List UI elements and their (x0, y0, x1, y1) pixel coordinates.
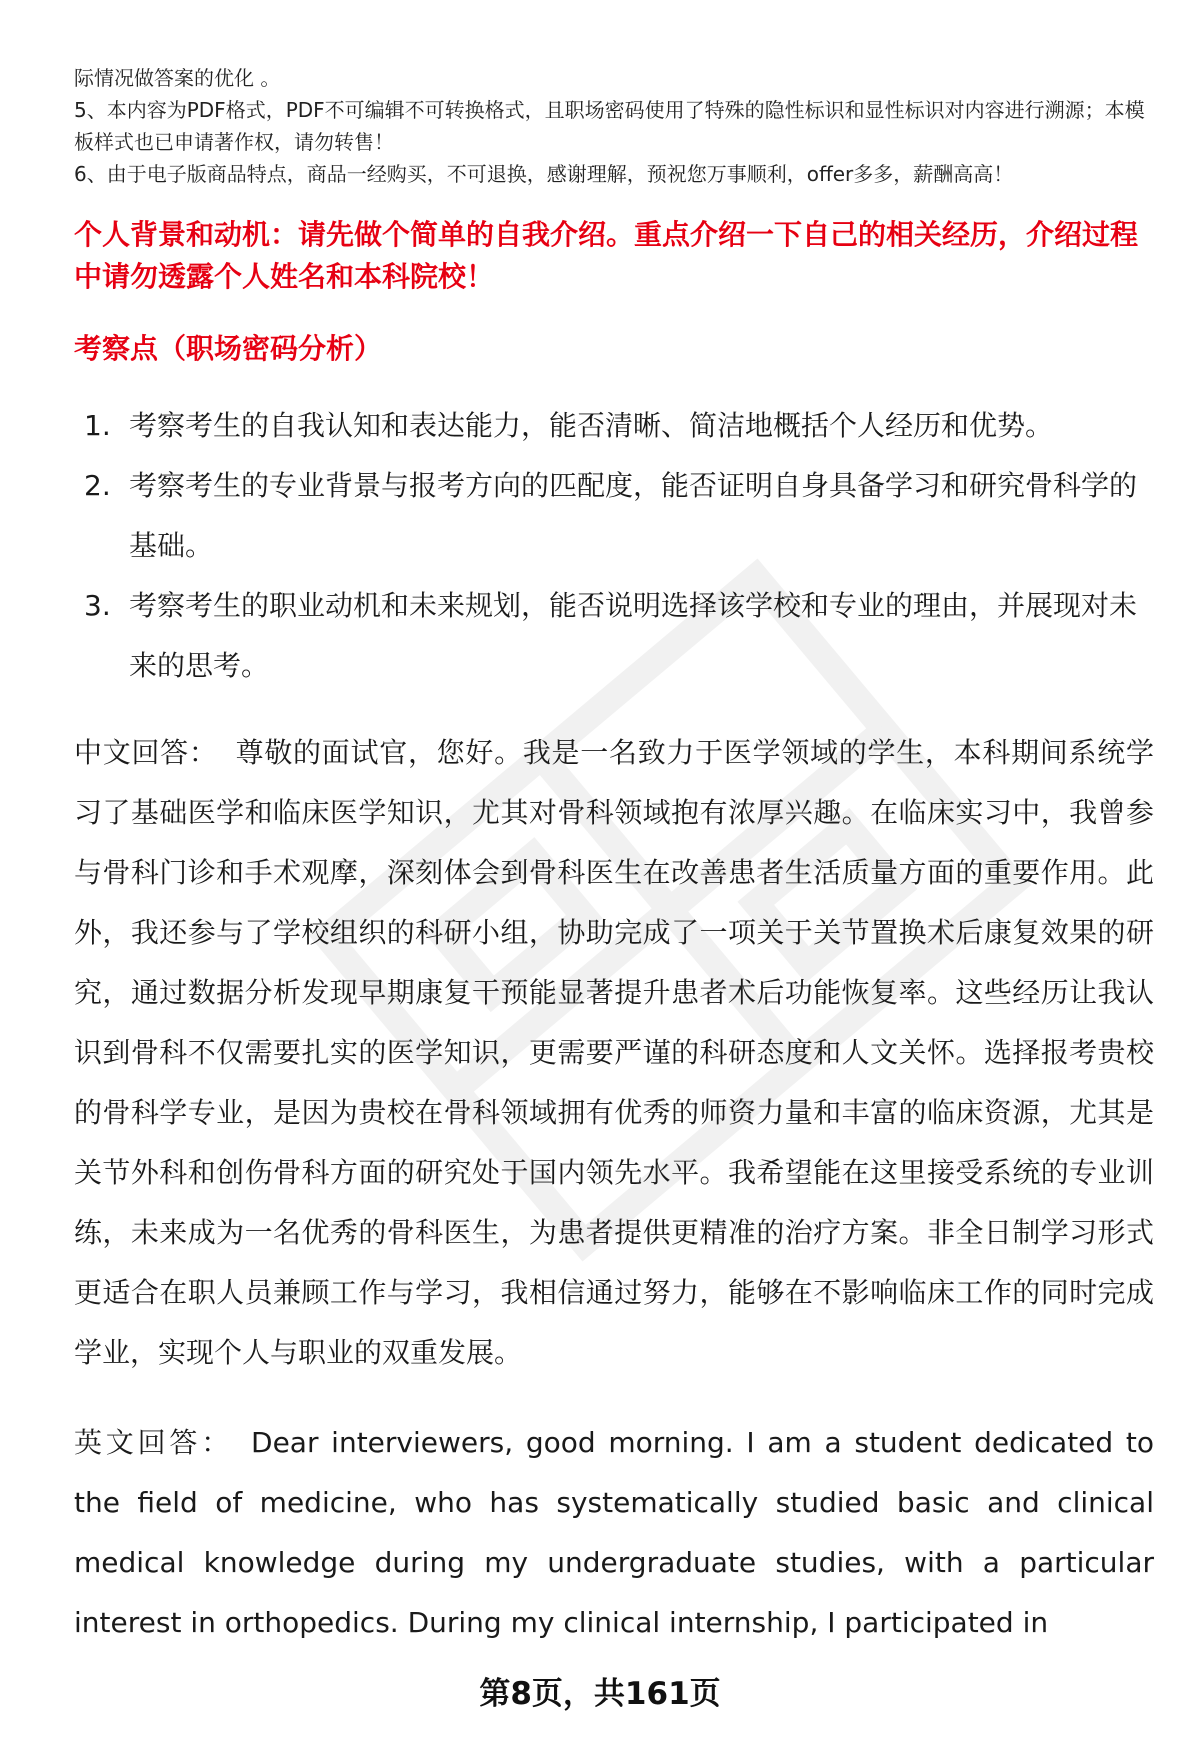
note-item-6: 6、由于电子版商品特点，商品一经购买，不可退换，感谢理解，预祝您万事顺利，offer多多，薪酬高高！ (74, 162, 1014, 186)
list-item (84, 456, 1154, 576)
chinese-answer-text: 尊敬的面试官，您好。我是一名致力于医学领域的学生，本科期间系统学习了基础医学和临床医学知识，尤其对骨科领域抱有浓厚兴趣。在临床实习中，我曾参与骨科门诊和手术观摩，深刻体会到骨科医生在改善患者生活质量方面的重要作用。此外，我还参与了学校组织的科研小组，协助完成了一项关于关节置换术后康复效果的研究，通过数据分析发现早期康复干预能显著提升患者术后功能恢复率。这些经历让我认识到骨科不仅需要扎实的医学知识，更需要严谨的科研态度和人文关怀。选择报考贵校的骨科学专业，是因为贵校在骨科领域拥有优秀的师资力量和丰富的临床资源，尤其是关节外科和创伤骨科方面的研究处于国内领先水平。我希望能在这里接受系统的专业训练，未来成为一名优秀的骨科医生，为患者提供更精准的治疗方案。非全日制学习形式更适合在职人员兼顾工作与学习，我相信通过努力，能够在不影响临床工作的同时完成学业，实现个人与职业的双重发展。 (74, 736, 1154, 1369)
list-item (84, 576, 1154, 696)
notes-block (74, 62, 1154, 190)
list-item-text: 考察考生的自我认知和表达能力，能否清晰、简洁地概括个人经历和优势。 (129, 409, 1054, 442)
note-line: 际情况做答案的优化 。 (74, 66, 281, 90)
note-item-5: 5、本内容为PDF格式，PDF不可编辑不可转换格式，且职场密码使用了特殊的隐性标识和显性标识对内容进行溯源；本模板样式也已申请著作权，请勿转售！ (74, 98, 1145, 154)
chinese-answer-label: 中文回答： (74, 736, 218, 769)
page-number: 第8页，共161页 (479, 1676, 721, 1712)
list-item-text: 考察考生的专业背景与报考方向的匹配度，能否证明自身具备学习和研究骨科学的基础。 (129, 469, 1138, 562)
chinese-answer (74, 723, 1154, 1383)
question-title: 个人背景和动机：请先做个简单的自我介绍。重点介绍一下自己的相关经历，介绍过程中请勿透露个人姓名和本科院校！ (74, 218, 1139, 293)
list-item (84, 396, 1154, 456)
analysis-title: 考察点（职场密码分析） (74, 332, 383, 365)
english-answer-label: 英文回答： (74, 1426, 234, 1459)
list-item-number: 1. (84, 409, 111, 442)
english-answer (74, 1413, 1154, 1653)
list-item-text: 考察考生的职业动机和未来规划，能否说明选择该学校和专业的理由，并展现对未来的思考。 (129, 589, 1138, 682)
list-item-number: 3. (84, 589, 111, 622)
analysis-points-list (84, 396, 1154, 696)
english-answer-text: Dear interviewers, good morning. I am a student dedicated to the field of medicine, who has systematically studied basic and clinical medical knowledge during my undergraduate studies, with a particular interest in orthopedics. During my clinical internship, I participated in (74, 1426, 1154, 1639)
list-item-number: 2. (84, 469, 111, 502)
